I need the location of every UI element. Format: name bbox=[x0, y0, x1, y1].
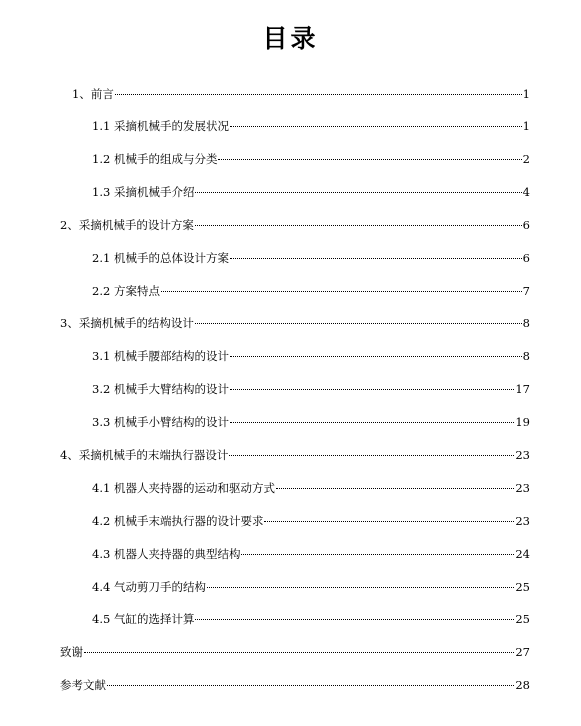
toc-page-number: 1 bbox=[522, 119, 530, 133]
toc-entry-title: 3、采摘机械手的结构设计 bbox=[60, 316, 194, 330]
toc-page-number: 25 bbox=[515, 580, 530, 594]
dot-leader bbox=[264, 521, 514, 522]
toc-entry-title: 3.3 机械手小臂结构的设计 bbox=[92, 415, 229, 429]
toc-page-number: 6 bbox=[522, 251, 530, 265]
toc-entry-title: 3.1 机械手腰部结构的设计 bbox=[92, 349, 229, 363]
dot-leader bbox=[230, 356, 522, 357]
toc-page-number: 2 bbox=[522, 152, 530, 166]
dot-leader bbox=[241, 554, 514, 555]
toc-entry-title: 1.1 采摘机械手的发展状况 bbox=[92, 119, 229, 133]
dot-leader bbox=[230, 422, 514, 423]
toc-entry-title: 2.1 机械手的总体设计方案 bbox=[92, 251, 229, 265]
toc-page-number: 23 bbox=[515, 514, 530, 528]
toc-entry-references[interactable] bbox=[60, 677, 530, 693]
toc-entry-4-5[interactable] bbox=[92, 611, 530, 627]
dot-leader bbox=[161, 291, 522, 292]
toc-entry-title: 3.2 机械手大臂结构的设计 bbox=[92, 382, 229, 396]
toc-entry-title: 致谢 bbox=[60, 645, 83, 659]
toc-entry-3-3[interactable] bbox=[92, 414, 530, 430]
toc-entry-1[interactable] bbox=[72, 86, 530, 102]
toc-page-number: 8 bbox=[522, 316, 530, 330]
toc-page-number: 23 bbox=[515, 481, 530, 495]
toc-page-number: 25 bbox=[515, 612, 530, 626]
toc-entry-4-1[interactable] bbox=[92, 480, 530, 496]
toc-entry-1-3[interactable] bbox=[92, 184, 530, 200]
dot-leader bbox=[115, 94, 522, 95]
toc-entry-4-3[interactable] bbox=[92, 546, 530, 562]
toc-page-number: 19 bbox=[515, 415, 530, 429]
toc-entry-3[interactable] bbox=[60, 315, 530, 331]
toc-entry-4-4[interactable] bbox=[92, 579, 530, 595]
dot-leader bbox=[230, 126, 522, 127]
toc-page-number: 6 bbox=[522, 218, 530, 232]
toc-page-number: 1 bbox=[522, 87, 530, 101]
toc-entry-title: 1、前言 bbox=[72, 87, 114, 101]
toc-entry-title: 4.1 机器人夹持器的运动和驱动方式 bbox=[92, 481, 275, 495]
toc-entry-title: 参考文献 bbox=[60, 678, 106, 692]
toc-entry-1-1[interactable] bbox=[92, 118, 530, 134]
dot-leader bbox=[195, 323, 522, 324]
toc-entry-title: 1.3 采摘机械手介绍 bbox=[92, 185, 195, 199]
toc-page-number: 4 bbox=[522, 185, 530, 199]
dot-leader bbox=[195, 225, 522, 226]
toc-page-number: 24 bbox=[515, 547, 530, 561]
toc-page-number: 27 bbox=[515, 645, 530, 659]
toc-entry-3-1[interactable] bbox=[92, 348, 530, 364]
dot-leader bbox=[195, 619, 514, 620]
toc-entry-2[interactable] bbox=[60, 217, 530, 233]
toc-entry-title: 1.2 机械手的组成与分类 bbox=[92, 152, 218, 166]
toc-entry-title: 2.2 方案特点 bbox=[92, 284, 160, 298]
toc-entry-title: 2、采摘机械手的设计方案 bbox=[60, 218, 194, 232]
toc-entry-acknowledgements[interactable] bbox=[60, 644, 530, 660]
toc-page-number: 23 bbox=[515, 448, 530, 462]
dot-leader bbox=[230, 258, 522, 259]
dot-leader bbox=[276, 488, 514, 489]
toc-page-number: 7 bbox=[522, 284, 530, 298]
toc-entry-1-2[interactable] bbox=[92, 151, 530, 167]
toc-entry-2-1[interactable] bbox=[92, 250, 530, 266]
toc-entry-title: 4、采摘机械手的末端执行器设计 bbox=[60, 448, 229, 462]
toc-entry-title: 4.2 机械手末端执行器的设计要求 bbox=[92, 514, 264, 528]
toc-page-number: 17 bbox=[515, 382, 530, 396]
toc-entry-3-2[interactable] bbox=[92, 381, 530, 397]
dot-leader bbox=[84, 652, 514, 653]
toc-page-number: 28 bbox=[515, 678, 530, 692]
toc-entry-title: 4.5 气缸的选择计算 bbox=[92, 612, 195, 626]
dot-leader bbox=[229, 455, 514, 456]
toc-entry-title: 4.3 机器人夹持器的典型结构 bbox=[92, 547, 241, 561]
dot-leader bbox=[195, 192, 521, 193]
dot-leader bbox=[207, 587, 514, 588]
page-title: 目录 bbox=[262, 24, 319, 53]
dot-leader bbox=[230, 389, 514, 390]
toc-entry-4-2[interactable] bbox=[92, 513, 530, 529]
toc-entry-2-2[interactable] bbox=[92, 283, 530, 299]
dot-leader bbox=[218, 159, 521, 160]
toc-entry-title: 4.4 气动剪刀手的结构 bbox=[92, 580, 206, 594]
toc-entry-4[interactable] bbox=[60, 447, 530, 463]
dot-leader bbox=[107, 685, 514, 686]
toc-page-number: 8 bbox=[522, 349, 530, 363]
